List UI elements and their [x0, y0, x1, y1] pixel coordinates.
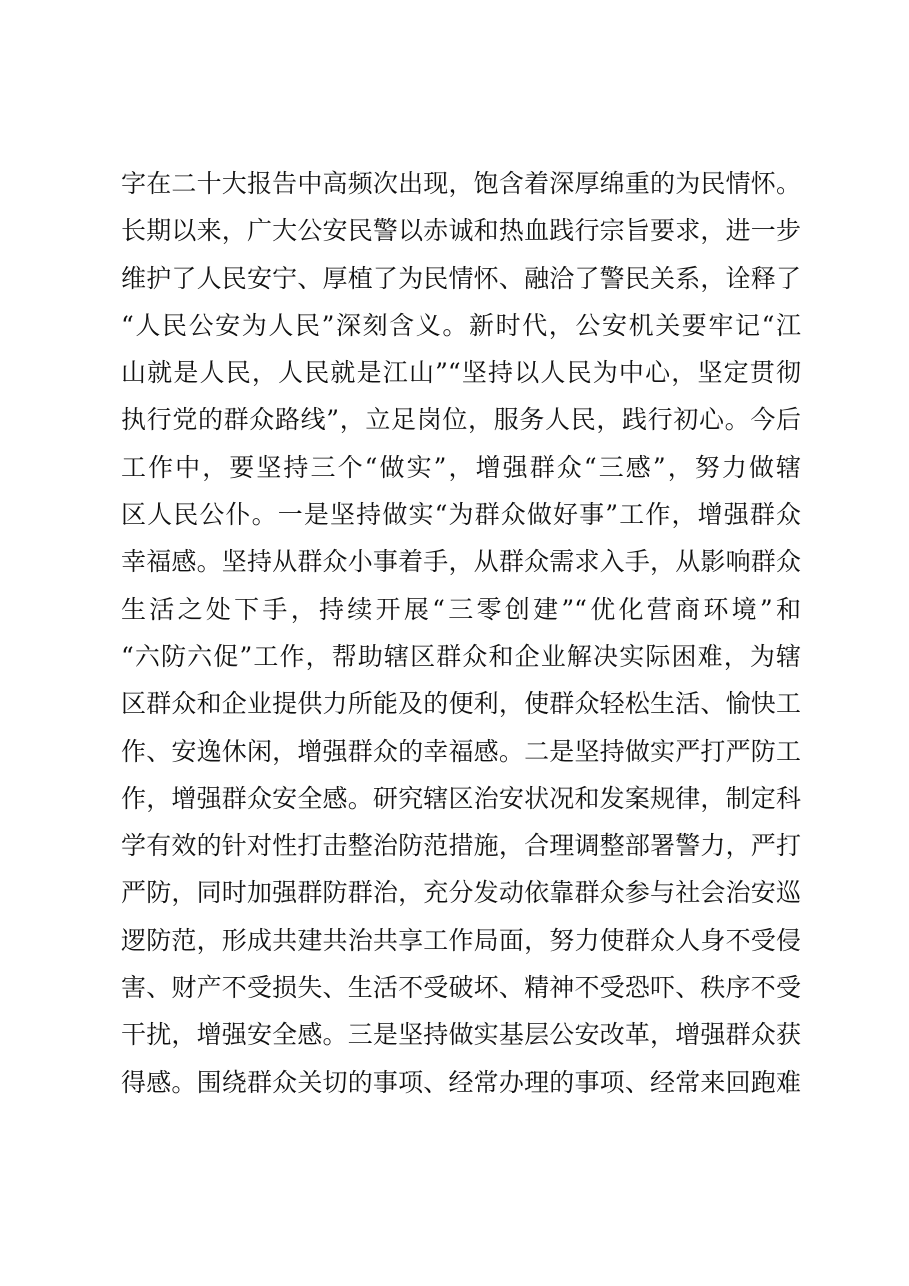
text-line: 干扰，增强安全感。三是坚持做实基层公安改革，增强群众获	[121, 1020, 801, 1050]
text-line: 区人民公仆。一是坚持做实“为群众做好事”工作，增强群众	[121, 500, 801, 530]
text-line: 字在二十大报告中高频次出现，饱含着深厚绵重的为民情怀。	[121, 169, 801, 198]
body-text	[121, 160, 801, 1106]
text-line: 逻防范，形成共建共治共享工作局面，努力使群众人身不受侵	[121, 925, 801, 955]
text-line: 得感。围绕群众关切的事项、经常办理的事项、经常来回跑难	[121, 1067, 801, 1097]
text-line: “人民公安为人民”深刻含义。新时代，公安机关要牢记“江	[121, 310, 801, 340]
text-line: “六防六促”工作，帮助辖区群众和企业解决实际困难，为辖	[121, 641, 801, 671]
text-line: 严防，同时加强群防群治，充分发动依靠群众参与社会治安巡	[121, 878, 801, 908]
text-line: 作、安逸休闲，增强群众的幸福感。二是坚持做实严打严防工	[121, 736, 801, 766]
text-line: 山就是人民，人民就是江山”“坚持以人民为中心，坚定贯彻	[121, 358, 801, 388]
text-line: 学有效的针对性打击整治防范措施，合理调整部署警力，严打	[121, 831, 801, 861]
text-line: 长期以来，广大公安民警以赤诚和热血践行宗旨要求，进一步	[121, 216, 801, 246]
text-line: 生活之处下手，持续开展“三零创建”“优化营商环境”和	[121, 594, 801, 624]
text-line: 维护了人民安宁、厚植了为民情怀、融洽了警民关系，诠释了	[121, 263, 801, 293]
text-line: 害、财产不受损失、生活不受破坏、精神不受恐吓、秩序不受	[121, 973, 801, 1003]
text-line: 幸福感。坚持从群众小事着手，从群众需求入手，从影响群众	[121, 547, 801, 577]
text-line: 执行党的群众路线”，立足岗位，服务人民，践行初心。今后	[121, 405, 801, 435]
text-line: 区群众和企业提供力所能及的便利，使群众轻松生活、愉快工	[121, 689, 801, 719]
text-line: 工作中，要坚持三个“做实”，增强群众“三感”，努力做辖	[121, 452, 801, 482]
text-line: 作，增强群众安全感。研究辖区治安状况和发案规律，制定科	[121, 783, 801, 813]
